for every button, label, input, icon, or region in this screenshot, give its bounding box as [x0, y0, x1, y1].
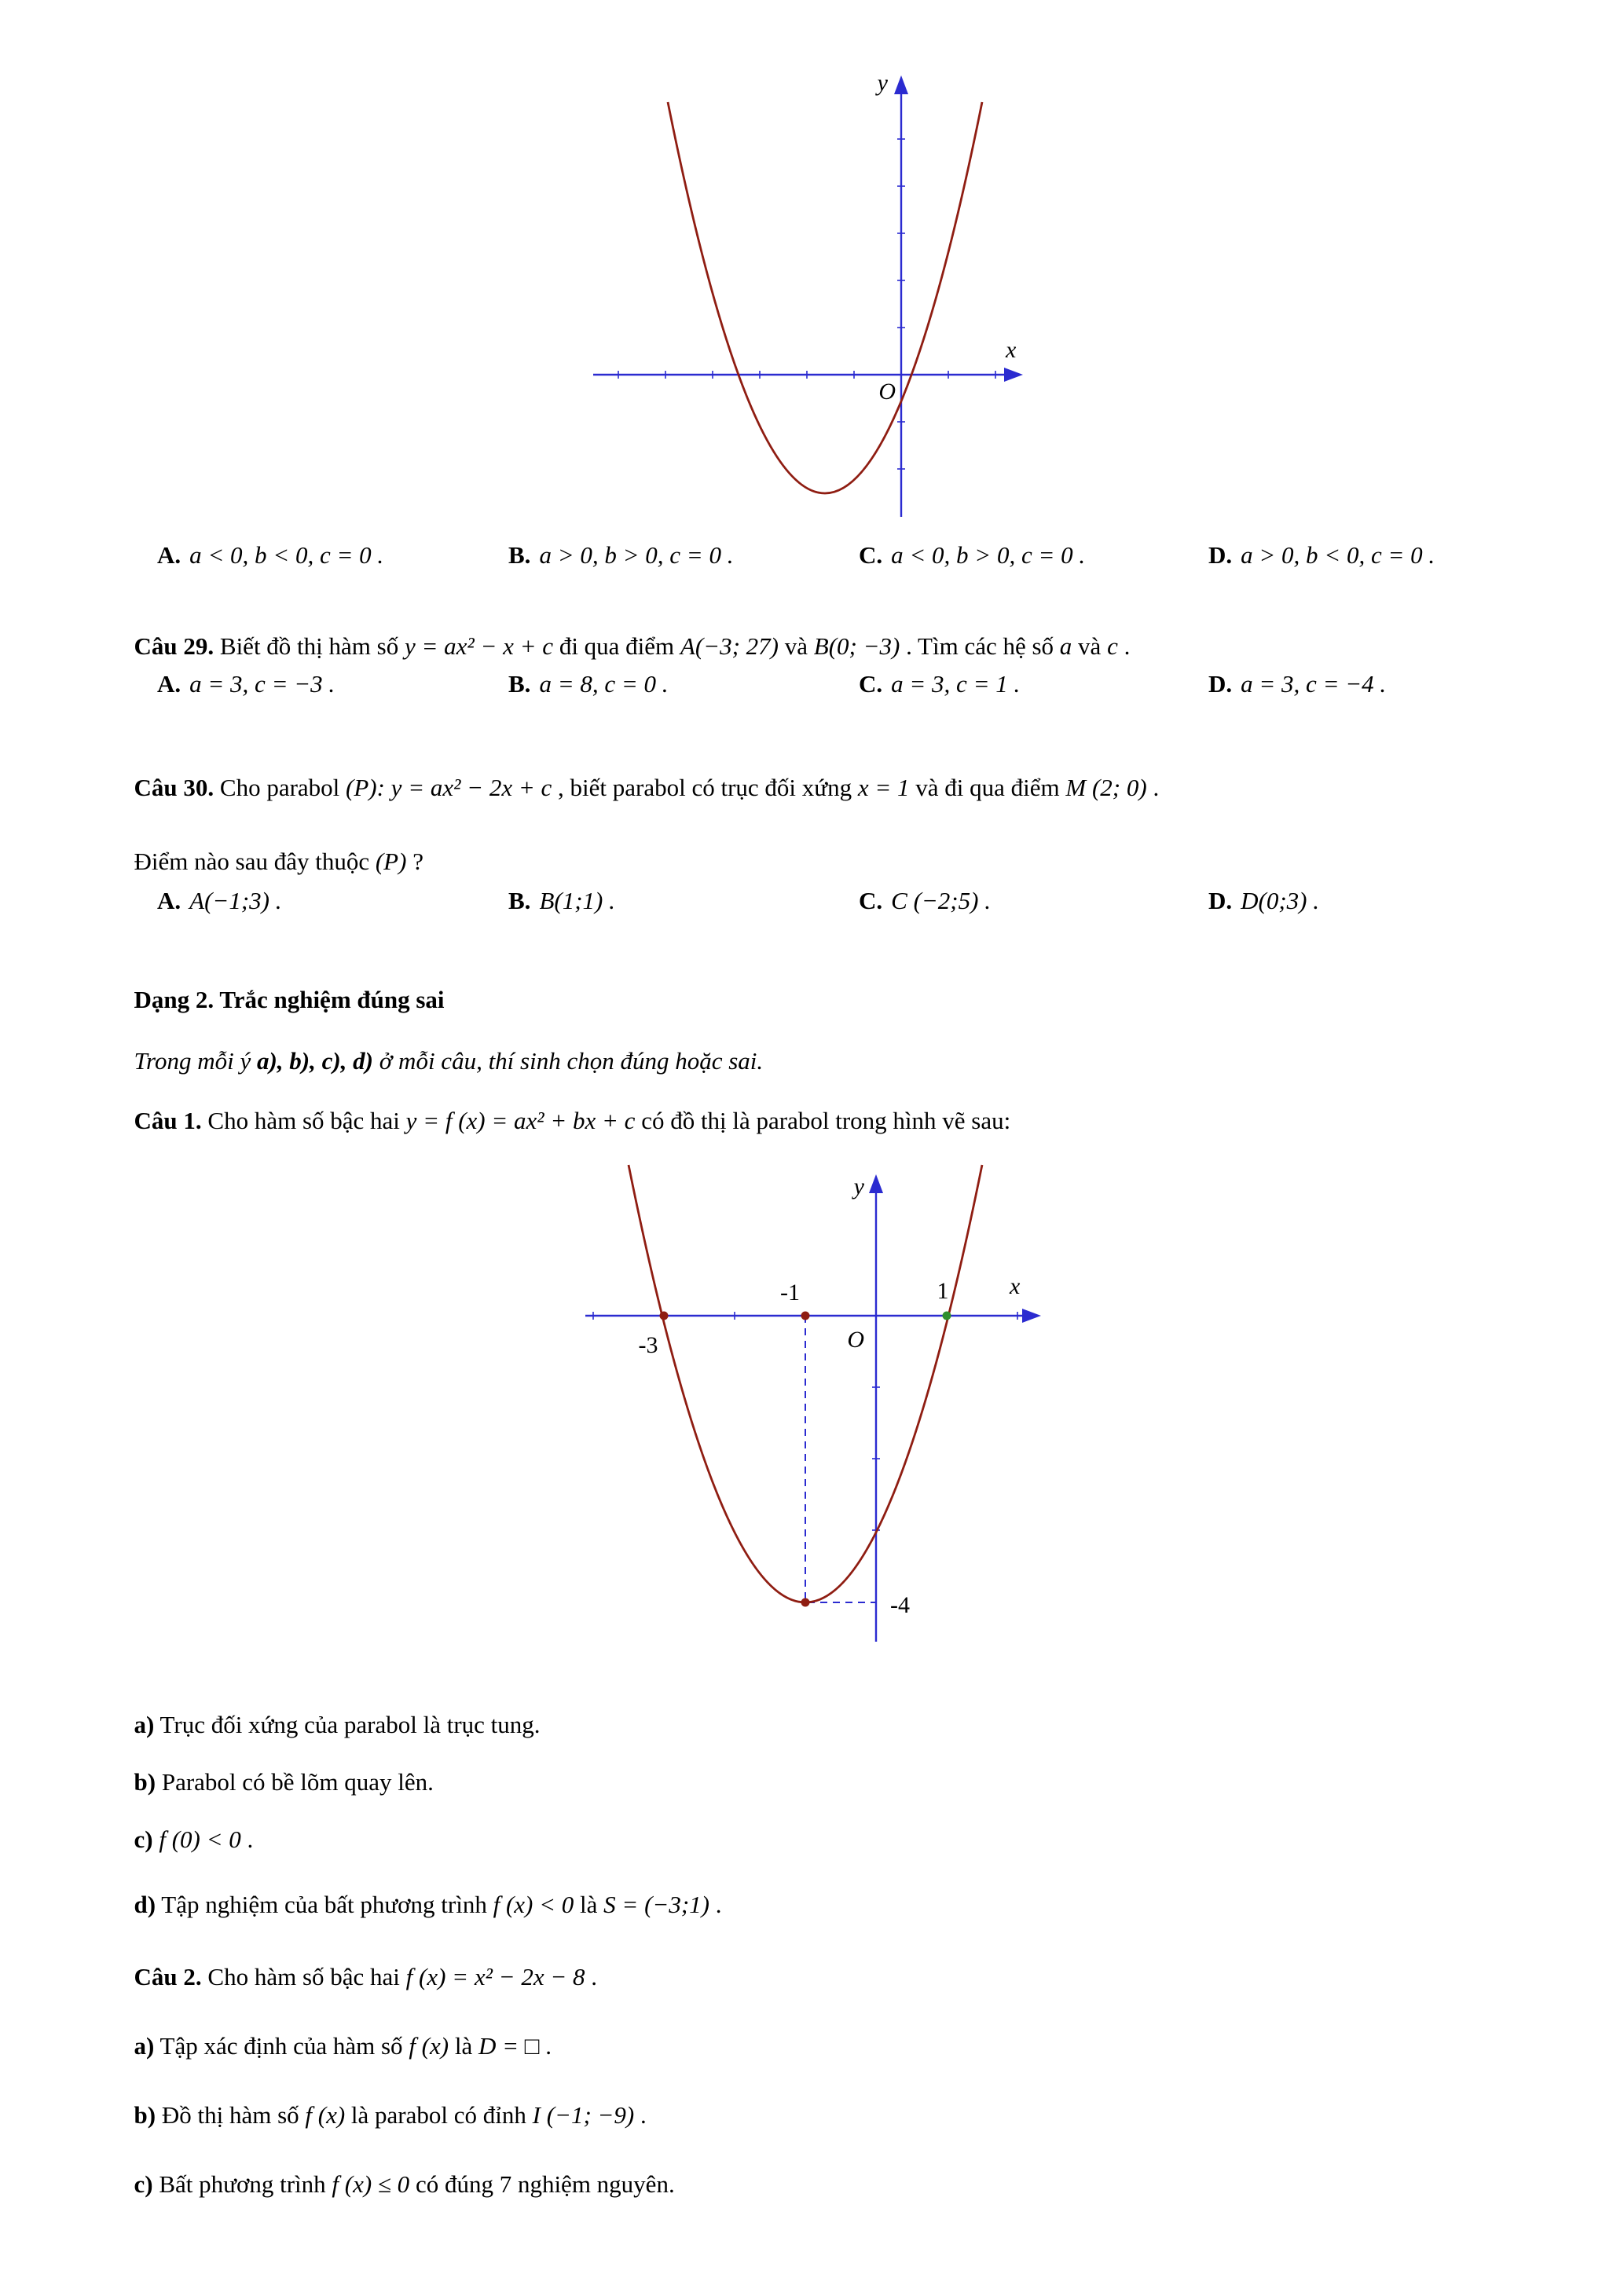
math-expression: f (x) = x² − 2x − 8	[405, 1963, 585, 1990]
math-expression: x = 1	[857, 774, 910, 801]
question-2	[122, 1928, 1544, 1994]
vertex-dashed-guides	[805, 1316, 876, 1602]
question-text: .	[1117, 632, 1131, 660]
option-label: B.	[508, 887, 531, 914]
statement-text: là	[449, 2032, 478, 2060]
vertex-point	[801, 1598, 810, 1607]
y-axis-label: y	[853, 1174, 864, 1199]
option-d	[1208, 668, 1587, 701]
x-axis-arrow	[1022, 1309, 1041, 1323]
x-axis-label: x	[1010, 1273, 1021, 1299]
instruction-line	[122, 1012, 1544, 1078]
question-text: .	[585, 1963, 597, 1990]
statement-c	[122, 2135, 1544, 2201]
math-expression: y = ax² − x + c	[404, 632, 554, 660]
option-value: a > 0, b > 0, c = 0 .	[539, 541, 734, 569]
question-number: Câu 29.	[134, 632, 214, 660]
parabola-figure-1	[574, 67, 1061, 538]
question-text: có đồ thị là parabol trong hình vẽ sau:	[635, 1107, 1011, 1134]
statement-label: c)	[134, 1825, 153, 1853]
option-value: a = 3, c = −4 .	[1241, 670, 1387, 698]
option-label: D.	[1208, 887, 1233, 914]
tick-label-minus4: -4	[890, 1592, 910, 1618]
statement-c	[122, 1790, 1544, 1856]
section-title: Dạng 2. Trắc nghiệm đúng sai	[134, 986, 445, 1013]
option-a	[157, 668, 508, 701]
x-axis-arrow	[1004, 368, 1023, 382]
question-text: và đi qua điểm	[909, 774, 1066, 801]
option-label: A.	[157, 541, 181, 569]
y-axis-label: y	[877, 70, 888, 96]
option-value: D(0;3) .	[1241, 887, 1319, 914]
math-expression: (P)	[375, 848, 407, 875]
statement-text: .	[709, 1891, 722, 1918]
option-value: a < 0, b < 0, c = 0 .	[189, 541, 384, 569]
axes	[593, 88, 1012, 517]
axis-arrows	[894, 75, 1023, 382]
question-29	[122, 597, 1544, 663]
question-text: Cho hàm số bậc hai	[201, 1107, 406, 1134]
option-value: a < 0, b > 0, c = 0 .	[891, 541, 1086, 569]
question-number: Câu 30.	[134, 774, 214, 801]
math-expression: c	[1107, 632, 1118, 660]
option-label: B.	[508, 541, 531, 569]
tick-label-minus1: -1	[780, 1280, 800, 1305]
statement-d	[122, 1855, 1544, 1921]
option-label: C.	[859, 670, 883, 698]
question-text: Cho parabol	[214, 774, 346, 801]
statement-b	[122, 1733, 1544, 1799]
statement-text: Tập xác định của hàm số	[154, 2032, 409, 2060]
origin-label: O	[847, 1327, 864, 1353]
statement-text: có đúng 7 nghiệm nguyên.	[409, 2170, 675, 2198]
axis-ticks	[618, 139, 995, 469]
statement-label: b)	[134, 2101, 156, 2129]
math-expression: M (2; 0)	[1065, 774, 1147, 801]
math-expression: f (x)	[305, 2101, 346, 2129]
statement-label: a)	[134, 1711, 155, 1738]
question-text: Biết đồ thị hàm số	[214, 632, 405, 660]
tick-label-minus3: -3	[638, 1332, 658, 1358]
origin-label: O	[878, 379, 896, 405]
option-c	[859, 884, 1208, 917]
math-expression: S = (−3;1)	[603, 1891, 709, 1918]
statement-text: Trục đối xứng của parabol là trục tung.	[154, 1711, 541, 1738]
statement-text: Tập nghiệm của bất phương trình	[156, 1891, 493, 1918]
question-1	[122, 1071, 1544, 1137]
section-heading	[122, 950, 1544, 1016]
symmetry-axis-point	[801, 1312, 810, 1320]
option-label: A.	[157, 670, 181, 698]
math-expression: f (0) < 0	[152, 1825, 241, 1853]
math-expression: a	[1059, 632, 1072, 660]
option-label: B.	[508, 670, 531, 698]
statement-b	[122, 2066, 1544, 2132]
y-axis-arrow	[869, 1174, 883, 1193]
question-30	[122, 738, 1544, 804]
question-text: và	[779, 632, 814, 660]
math-expression: I (−1; −9)	[532, 2101, 635, 2129]
option-d	[1208, 884, 1587, 917]
option-b	[508, 668, 859, 701]
math-expression: A(−3; 27)	[680, 632, 779, 660]
instruction-text: Trong mỗi ý	[134, 1047, 257, 1075]
statement-text: Bất phương trình	[152, 2170, 332, 2198]
statement-label: b)	[134, 1768, 156, 1796]
statement-a	[122, 1997, 1544, 2063]
statement-a	[122, 1675, 1544, 1741]
option-value: a > 0, b < 0, c = 0 .	[1241, 541, 1435, 569]
question-number: Câu 1.	[134, 1107, 202, 1134]
math-expression: f (x)	[409, 2032, 449, 2060]
option-label: C.	[859, 887, 883, 914]
statement-text: .	[539, 2032, 552, 2060]
statement-text: .	[634, 2101, 647, 2129]
y-axis-arrow	[894, 75, 908, 94]
question-text: , biết parabol có trục đối xứng	[552, 774, 858, 801]
statement-text: Parabol có bề lõm quay lên.	[156, 1768, 434, 1796]
answer-options-row-3	[157, 884, 1587, 917]
option-value: B(1;1) .	[539, 887, 615, 914]
parabola-curve	[668, 102, 982, 493]
option-value: a = 3, c = 1 .	[891, 670, 1021, 698]
question-text: đi qua điểm	[553, 632, 680, 660]
math-expression: B(0; −3)	[813, 632, 900, 660]
option-b	[508, 884, 859, 917]
instruction-text: ở mỗi câu, thí sinh chọn đúng hoặc sai.	[373, 1047, 764, 1075]
answer-options-row-1	[157, 539, 1587, 572]
axis-arrows	[869, 1174, 1041, 1323]
option-c	[859, 539, 1208, 572]
question-number: Câu 2.	[134, 1963, 202, 1990]
math-expression: f (x) ≤ 0	[332, 2170, 410, 2198]
root-left-point	[660, 1312, 669, 1320]
x-axis-label: x	[1006, 337, 1017, 363]
statement-text: .	[240, 1825, 254, 1853]
option-value: C (−2;5) .	[891, 887, 991, 914]
statement-label: d)	[134, 1891, 156, 1918]
option-value: a = 3, c = −3 .	[189, 670, 335, 698]
math-expression: D = □	[478, 2032, 540, 2060]
option-label: D.	[1208, 670, 1233, 698]
math-expression: (P): y = ax² − 2x + c	[346, 774, 552, 801]
option-a	[157, 884, 508, 917]
option-label: A.	[157, 887, 181, 914]
statement-text: là	[574, 1891, 604, 1918]
instruction-emphasis: a), b), c), d)	[256, 1047, 374, 1075]
option-label: D.	[1208, 541, 1233, 569]
statement-label: c)	[134, 2170, 153, 2198]
option-value: a = 8, c = 0 .	[539, 670, 669, 698]
root-right-point	[943, 1312, 951, 1320]
math-expression: y = f (x) = ax² + bx + c	[405, 1107, 636, 1134]
option-value: A(−1;3) .	[189, 887, 282, 914]
question-text: Cho hàm số bậc hai	[201, 1963, 406, 1990]
question-text: ?	[406, 848, 423, 875]
option-b	[508, 539, 859, 572]
statement-label: a)	[134, 2032, 155, 2060]
answer-options-row-2	[157, 668, 1587, 701]
question-text: . Tìm các hệ số	[900, 632, 1060, 660]
option-label: C.	[859, 541, 883, 569]
question-text: và	[1072, 632, 1108, 660]
question-text: .	[1146, 774, 1160, 801]
question-text: Điểm nào sau đây thuộc	[134, 848, 376, 875]
option-a	[157, 539, 508, 572]
parabola-figure-2	[566, 1131, 1069, 1665]
question-30-continued	[122, 812, 1544, 878]
statement-text: là parabol có đỉnh	[345, 2101, 533, 2129]
math-expression: f (x) < 0	[493, 1891, 574, 1918]
option-d	[1208, 539, 1587, 572]
statement-text: Đồ thị hàm số	[156, 2101, 306, 2129]
tick-label-1: 1	[937, 1278, 949, 1304]
option-c	[859, 668, 1208, 701]
